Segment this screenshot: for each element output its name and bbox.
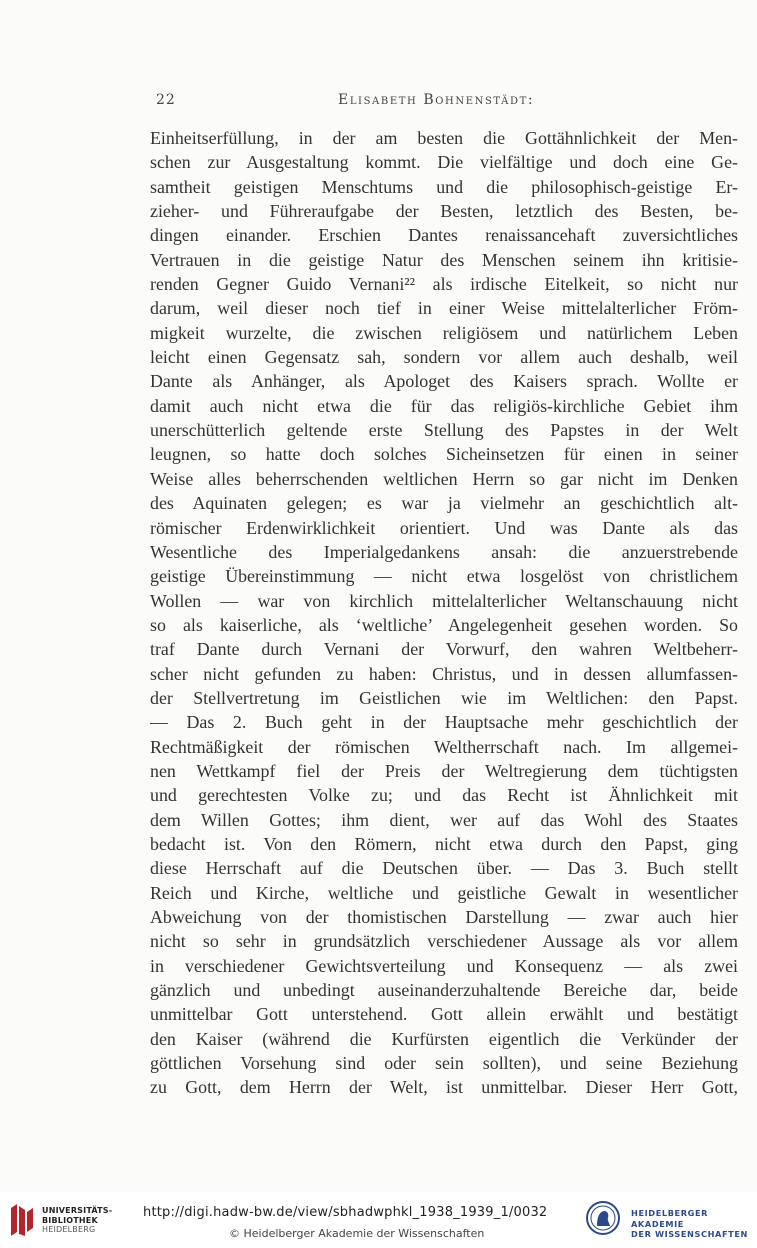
copyright-notice: © Heidelberger Akademie der Wissenschaften bbox=[229, 1227, 485, 1240]
text-line: bedacht ist. Von den Römern, nicht etwa durch den Papst, ging bbox=[150, 833, 738, 854]
text-line: nen Wettkampf fiel der Preis der Weltregierung dem tüchtigsten bbox=[150, 760, 738, 781]
text-line: zieher- und Führeraufgabe der Besten, letztlich des Besten, be- bbox=[150, 201, 738, 222]
text-line: Weise alles beherrschenden weltlichen Herrn so gar nicht im Denken bbox=[150, 468, 738, 489]
text-line: so als kaiserliche, als ‘weltliche’ Angelegenheit gesehen worden. So bbox=[150, 614, 738, 635]
text-line: Abweichung von der thomistischen Darstellung — zwar auch hier bbox=[150, 907, 738, 927]
text-line: unmittelbar Gott unterstehend. Gott allein erwählt und bestätigt bbox=[150, 1004, 738, 1025]
library-name-line3: HEIDELBERG bbox=[42, 1225, 96, 1234]
body-text bbox=[150, 126, 738, 1100]
page-number: 22 bbox=[156, 92, 176, 108]
text-line: Einheitserfüllung, in der am besten die Gottähnlichkeit der Men- bbox=[150, 128, 738, 148]
text-line: diese Herrschaft auf die Deutschen über. — Das 3. Buch stellt bbox=[150, 858, 738, 879]
page-header bbox=[150, 92, 736, 116]
text-line: leicht einen Gegensatz sah, sondern vor allem auch deshalb, weil bbox=[150, 347, 738, 368]
text-line: Wollen — war von kirchlich mittelalterlicher Weltanschauung nicht bbox=[150, 590, 738, 611]
text-line: — Das 2. Buch geht in der Hauptsache mehr geschichtlich der bbox=[150, 712, 738, 733]
text-line: dem Willen Gottes; ihm dient, wer auf das Wohl des Staates bbox=[150, 809, 738, 830]
text-line: traf Dante durch Vernani der Vorwurf, den wahren Weltbeherr- bbox=[150, 639, 738, 660]
text-line: Rechtmäßigkeit der römischen Weltherrschaft nach. Im allgemei- bbox=[150, 736, 738, 757]
text-line: Dante als Anhänger, als Apologet des Kaisers sprach. Wollte er bbox=[150, 371, 738, 392]
text-line: samtheit geistigen Menschtums und die philosophisch-geistige Er- bbox=[150, 176, 738, 197]
library-logo-icon bbox=[7, 1202, 37, 1238]
viewer-footer bbox=[0, 1192, 757, 1248]
text-line: leugnen, so hatte doch solches Sicheinsetzen für einen in seiner bbox=[150, 444, 738, 465]
running-head: Elisabeth Bohnenstädt: bbox=[338, 92, 535, 108]
academy-name-line2: DER WISSENSCHAFTEN bbox=[631, 1229, 749, 1239]
text-line: Reich und Kirche, weltliche und geistliche Gewalt in wesentlicher bbox=[150, 882, 738, 903]
library-name-line1: UNIVERSITÄTS- bbox=[42, 1206, 113, 1215]
text-line: göttlichen Vorsehung sind oder sein sollten), und seine Beziehung bbox=[150, 1053, 738, 1074]
text-line: in verschiedener Gewichtsverteilung und Konsequenz — als zwei bbox=[150, 955, 738, 976]
permalink-url[interactable]: http://digi.hadw-bw.de/view/sbhadwphkl_1938_1939_1/0032 bbox=[143, 1205, 548, 1220]
text-line: römischer Erdenwirklichkeit orientiert. Und was Dante als das bbox=[150, 517, 738, 538]
text-line: den Kaiser (während die Kurfürsten eigentlich die Verkünder der bbox=[150, 1028, 738, 1049]
text-line: migkeit wurzelte, die zwischen religiösem und natürlichem Leben bbox=[150, 322, 738, 343]
text-line: nicht so sehr in grundsätzlich verschiedener Aussage als vor allem bbox=[150, 931, 738, 952]
text-line: damit auch nicht etwa die für das religiös-kirchliche Gebiet ihm bbox=[150, 395, 738, 416]
text-line: darum, weil dieser noch tief in einer Weise mittelalterlicher Fröm- bbox=[150, 298, 738, 319]
text-line: scher nicht gefunden zu haben: Christus, und in dessen allumfassen- bbox=[150, 663, 738, 684]
academy-seal-icon bbox=[585, 1200, 621, 1236]
text-line: zu Gott, dem Herrn der Welt, ist unmittelbar. Dieser Herr Gott, bbox=[150, 1077, 738, 1098]
academy-name-line1: HEIDELBERGER AKADEMIE bbox=[631, 1208, 709, 1229]
text-line: schen zur Ausgestaltung kommt. Die vielfältige und doch eine Ge- bbox=[150, 152, 738, 173]
text-line: der Stellvertretung im Geistlichen wie im Weltlichen: den Papst. bbox=[150, 687, 738, 708]
library-name-line2: BIBLIOTHEK bbox=[42, 1215, 98, 1225]
academy-name bbox=[631, 1208, 757, 1240]
text-line: renden Gegner Guido Vernani²² als irdische Eitelkeit, so nicht nur bbox=[150, 274, 738, 295]
text-line: und gerechtesten Volke zu; und das Recht ist Ähnlichkeit mit bbox=[150, 785, 738, 806]
library-name bbox=[42, 1206, 112, 1235]
text-line: Vertrauen in die geistige Natur des Menschen seinem ihn kritisie- bbox=[150, 249, 738, 270]
text-line: unerschütterlich geltende erste Stellung des Papstes in der Welt bbox=[150, 420, 738, 441]
text-line: Wesentliche des Imperialgedankens ansah: die anzuerstrebende bbox=[150, 541, 738, 562]
text-line: gänzlich und unbedingt auseinanderzuhaltende Bereiche dar, beide bbox=[150, 980, 738, 1001]
text-line: des Aquinaten gelegen; es war ja vielmehr an geschichtlich alt- bbox=[150, 493, 738, 514]
text-line: geistige Übereinstimmung — nicht etwa losgelöst von christlichem bbox=[150, 566, 738, 587]
text-line: dingen einander. Erschien Dantes renaissancehaft zuversichtliches bbox=[150, 225, 738, 246]
